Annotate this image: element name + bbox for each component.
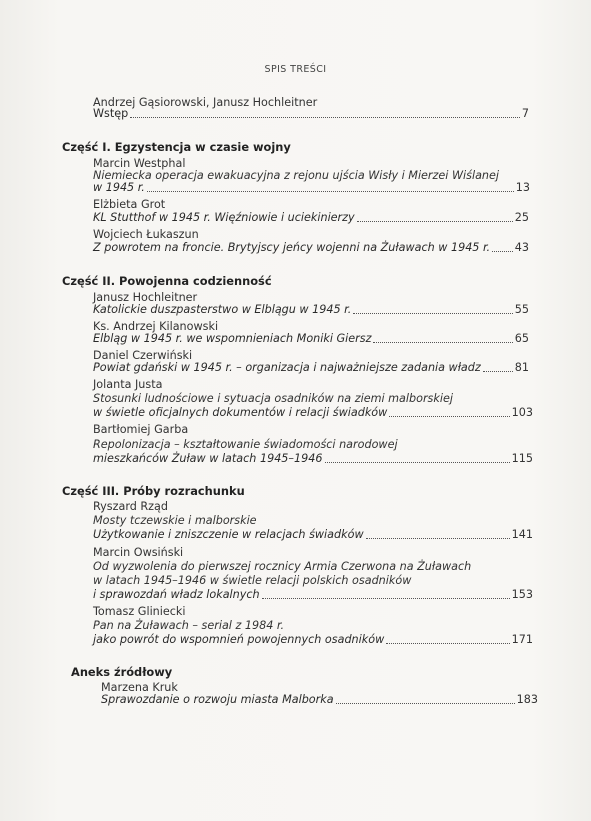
part2-e1-title: Katolickie duszpasterstwo w Elblągu w 1945 r. (93, 303, 352, 316)
part3-e3-page: 171 (511, 633, 533, 646)
part3-e2-author: Marcin Owsiński (93, 546, 184, 559)
part2-e2-page: 65 (514, 332, 529, 345)
leader-dots (353, 313, 512, 314)
annex-e1-author: Marzena Kruk (101, 681, 178, 694)
part3-e2-title-line2: w latach 1945–1946 w świetle relacji polskich osadników (93, 574, 412, 587)
part2-e5-page: 115 (511, 452, 533, 465)
part2-e5-title-line2: mieszkańców Żuław w latach 1945–1946 (93, 452, 323, 465)
part1-e1-author: Marcin Westphal (93, 157, 186, 170)
part3-e3-title-line2: jako powrót do wspomnień powojennych osadników (93, 633, 385, 646)
part2-e1-entry[interactable] (93, 302, 529, 317)
part3-heading: Część III. Próby rozrachunku (62, 484, 245, 498)
part1-e1-title-line1: Niemiecka operacja ewakuacyjna z rejonu ujścia Wisły i Mierzei Wiślanej (93, 169, 500, 182)
part3-e2-entry[interactable] (93, 587, 533, 602)
part1-e2-author: Elżbieta Grot (93, 198, 166, 211)
part2-e2-entry[interactable] (93, 331, 529, 346)
leader-dots (483, 371, 513, 372)
annex-e1-title: Sprawozdanie o rozwoju miasta Malborka (101, 693, 334, 706)
leader-dots (357, 221, 513, 222)
part1-e2-entry[interactable] (93, 210, 529, 225)
part2-heading: Część II. Powojenna codzienność (62, 274, 272, 288)
leader-dots (336, 703, 515, 704)
part2-e2-title: Elbląg w 1945 r. we wspomnieniach Moniki Giersz (93, 332, 372, 345)
part3-e2-title-line1: Od wyzwolenia do pierwszej rocznicy Armia Czerwona na Żuławach (93, 560, 472, 573)
part2-e1-author: Janusz Hochleitner (93, 291, 198, 304)
leader-dots (262, 598, 510, 599)
part2-e3-title: Powiat gdański w 1945 r. – organizacja i najważniejsze zadania władz (93, 361, 481, 374)
part2-e4-title-line2: w świetle oficjalnych dokumentów i relacji świadków (93, 406, 388, 419)
part2-e2-author: Ks. Andrzej Kilanowski (93, 320, 219, 333)
part3-e2-title-line3: i sprawozdań władz lokalnych (93, 588, 260, 601)
part2-e5-title-line1: Repolonizacja – kształtowanie świadomości narodowej (93, 438, 398, 451)
part1-e2-title: KL Stutthof w 1945 r. Więźniowie i uciekinierzy (93, 211, 355, 224)
part3-e1-title-line1: Mosty tczewskie i malborskie (93, 514, 257, 527)
part2-e4-title-line1: Stosunki ludnościowe i sytuacja osadników na ziemi malborskiej (93, 392, 453, 405)
part1-e3-title: Z powrotem na froncie. Brytyjscy jeńcy wojenni na Żuławach w 1945 r. (93, 241, 491, 254)
part2-e4-entry[interactable] (93, 405, 533, 420)
leader-dots (386, 643, 509, 644)
part2-e5-entry[interactable] (93, 451, 533, 466)
intro-author: Andrzej Gąsiorowski, Janusz Hochleitner (93, 96, 318, 109)
part1-e1-page: 13 (515, 181, 530, 194)
annex-heading: Aneks źródłowy (71, 665, 173, 679)
part1-e1-title-line2: w 1945 r. (93, 181, 145, 194)
part2-e4-page: 103 (511, 406, 533, 419)
part3-e3-author: Tomasz Gliniecki (93, 605, 186, 618)
intro-page: 7 (521, 107, 529, 120)
part1-e1-entry[interactable] (93, 180, 530, 195)
part2-e3-page: 81 (514, 361, 529, 374)
part1-e3-author: Wojciech Łukaszun (93, 228, 199, 241)
leader-dots (389, 416, 509, 417)
part3-e1-author: Ryszard Rząd (93, 500, 169, 513)
part3-e2-page: 153 (511, 588, 533, 601)
part3-e3-entry[interactable] (93, 632, 533, 647)
intro-title: Wstęp (93, 107, 129, 120)
leader-dots (366, 538, 510, 539)
page-title: SPIS TREŚCI (264, 64, 327, 75)
part2-e3-entry[interactable] (93, 360, 529, 375)
part3-e1-title-line2: Użytkowanie i zniszczenie w relacjach świadków (93, 528, 364, 541)
part3-e1-page: 141 (511, 528, 533, 541)
leader-dots (130, 117, 520, 118)
part2-e3-author: Daniel Czerwiński (93, 349, 193, 362)
leader-dots (373, 342, 512, 343)
part2-e1-page: 55 (514, 303, 529, 316)
leader-dots (492, 251, 513, 252)
part3-e3-title-line1: Pan na Żuławach – serial z 1984 r. (93, 619, 285, 632)
part1-e2-page: 25 (514, 211, 529, 224)
intro-entry[interactable] (93, 106, 529, 121)
part3-e1-entry[interactable] (93, 527, 533, 542)
annex-e1-page: 183 (516, 693, 538, 706)
part1-e3-entry[interactable] (93, 240, 529, 255)
part1-heading: Część I. Egzystencja w czasie wojny (62, 140, 291, 154)
annex-e1-entry[interactable] (101, 692, 538, 707)
part2-e5-author: Bartłomiej Garba (93, 423, 189, 436)
part1-e3-page: 43 (514, 241, 529, 254)
leader-dots (147, 191, 514, 192)
part2-e4-author: Jolanta Justa (93, 378, 163, 391)
leader-dots (325, 462, 510, 463)
